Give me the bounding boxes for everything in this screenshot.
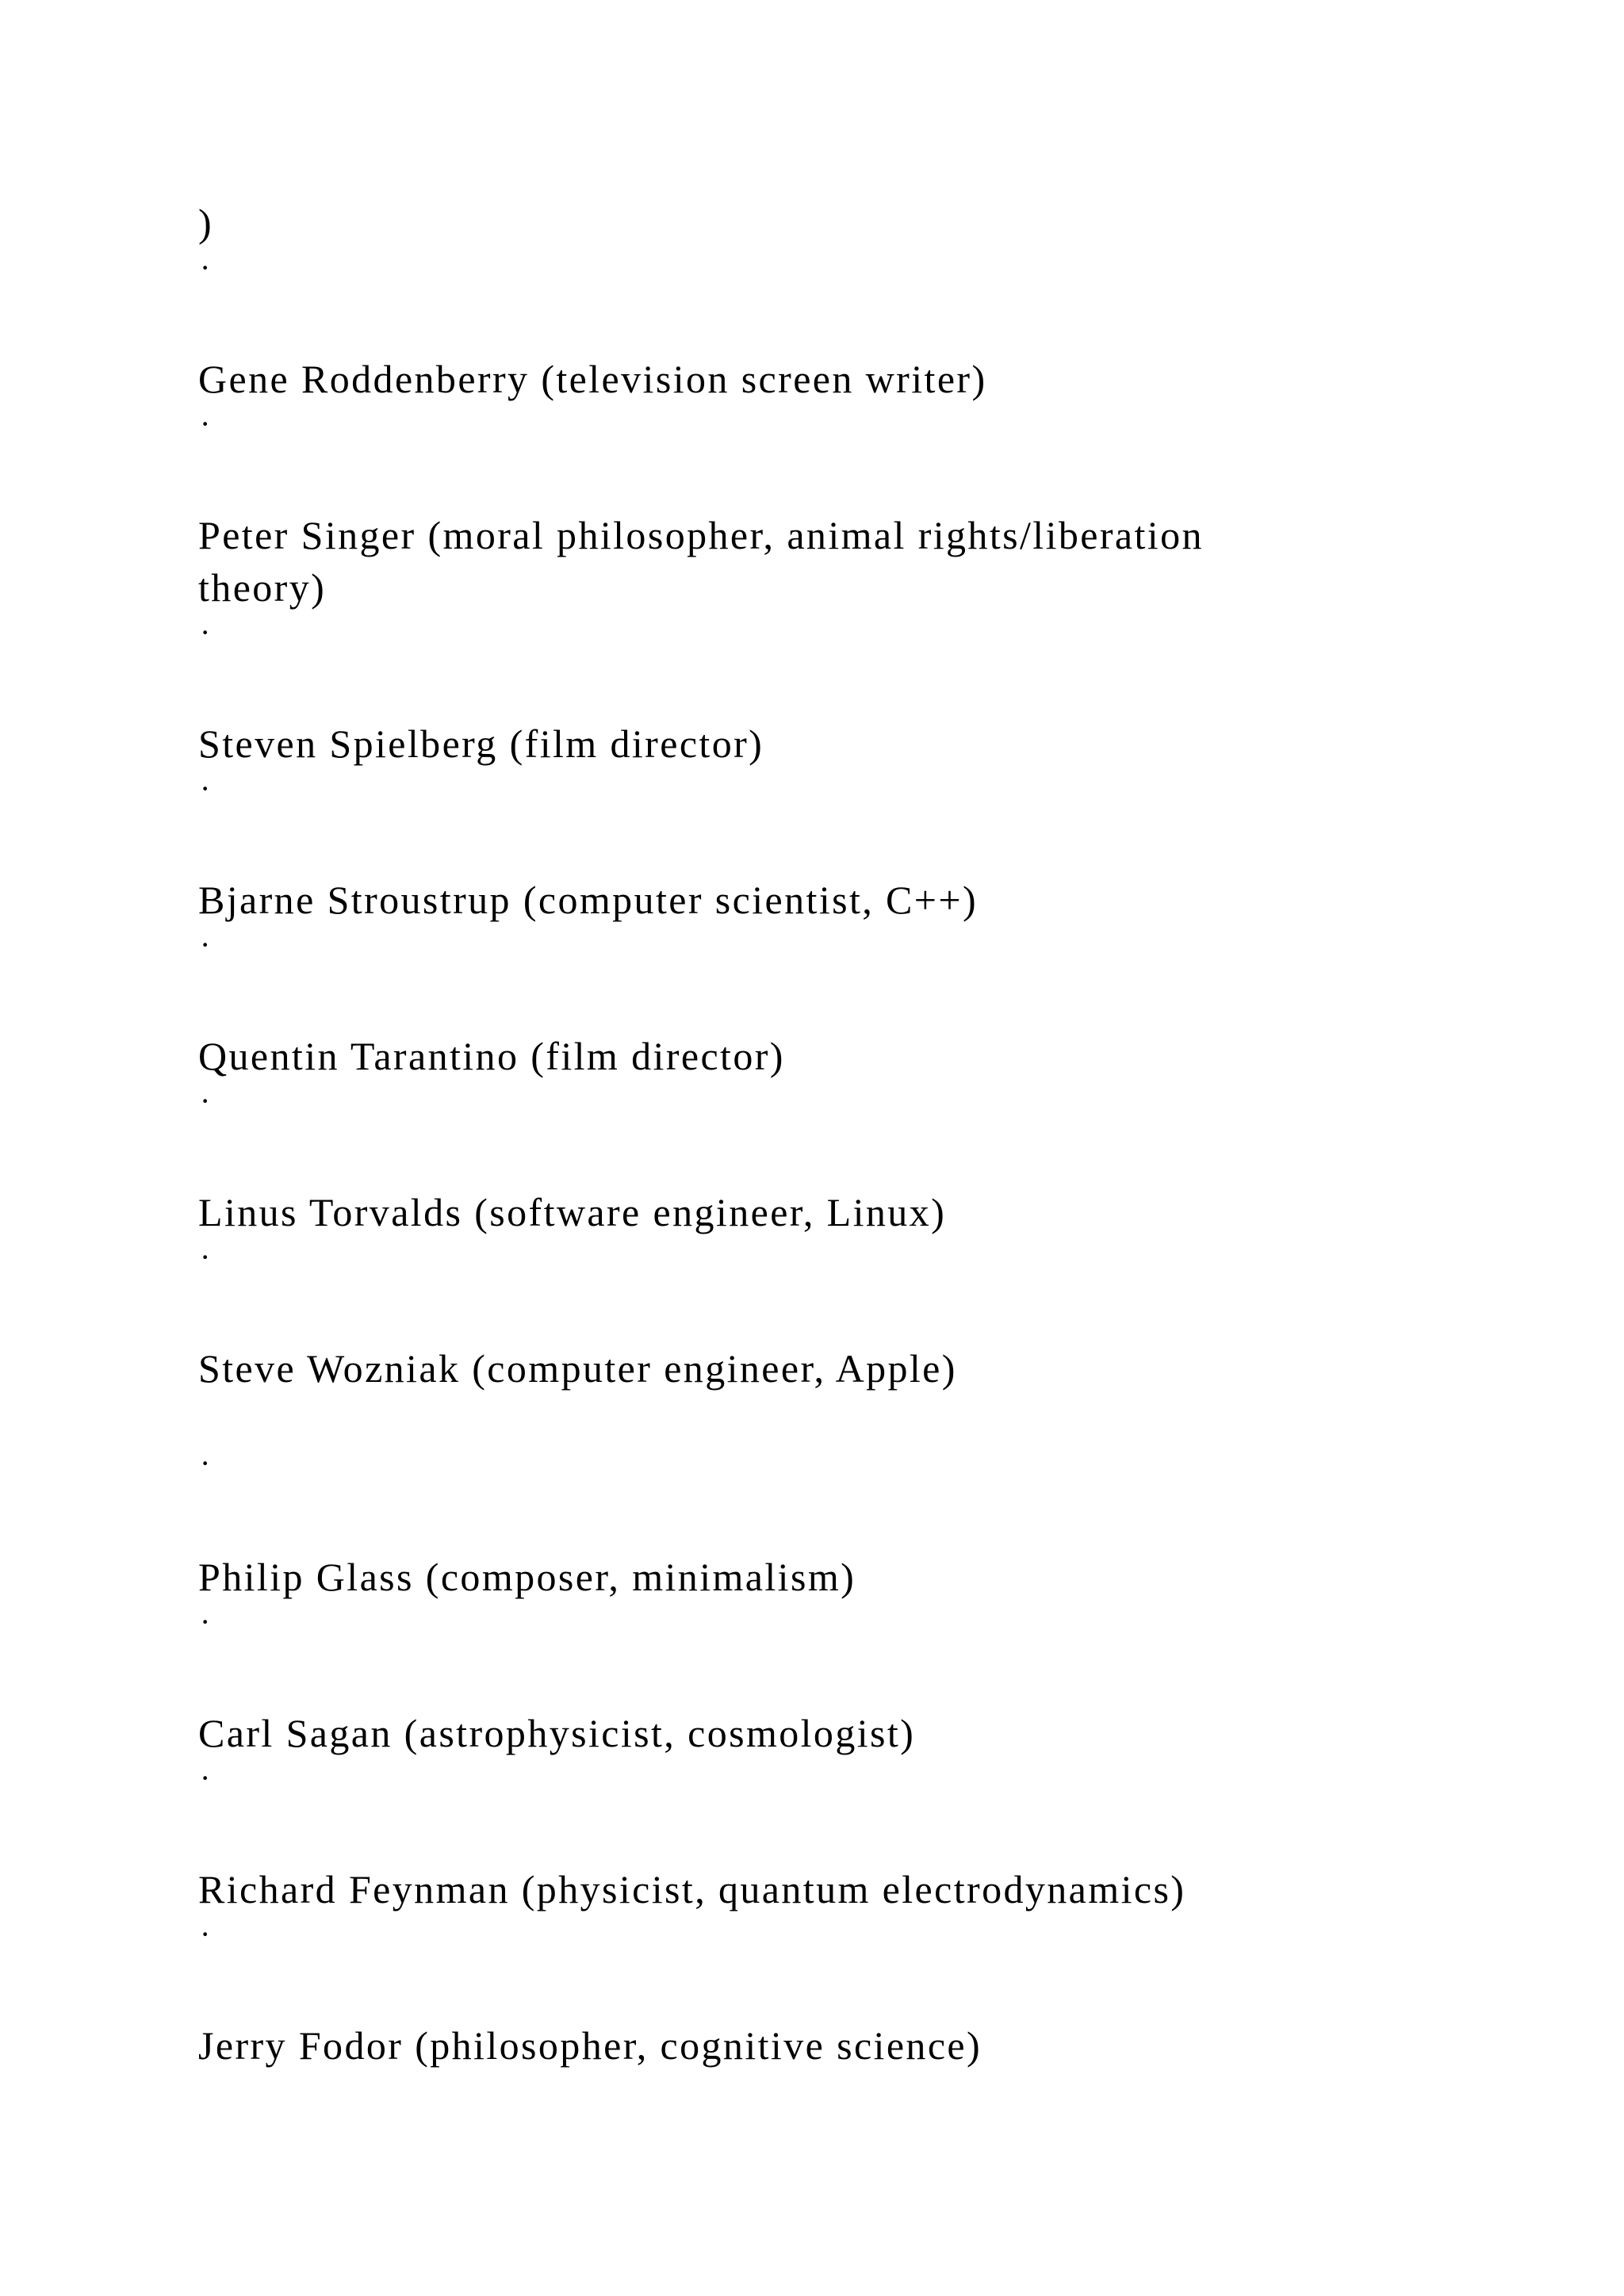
- entry-stroustrup: Bjarne Stroustrup (computer scientist, C++): [198, 878, 979, 922]
- entry-roddenberry: Gene Roddenberry (television screen writer): [198, 357, 987, 401]
- fragment-closing-paren: ): [198, 201, 214, 245]
- bullet-dot: ·: [200, 1604, 211, 1640]
- bullet-dot: ·: [200, 927, 211, 962]
- entry-torvalds: Linus Torvalds (software engineer, Linux): [198, 1190, 947, 1234]
- entry-sagan: Carl Sagan (astrophysicist, cosmologist): [198, 1711, 916, 1755]
- entry-singer-line1: Peter Singer (moral philosopher, animal rights/liberation: [198, 513, 1204, 557]
- bullet-dot: ·: [200, 771, 211, 806]
- entry-feynman: Richard Feynman (physicist, quantum electrodynamics): [198, 1867, 1186, 1911]
- entry-tarantino: Quentin Tarantino (film director): [198, 1034, 785, 1078]
- bullet-dot: ·: [200, 1083, 211, 1119]
- bullet-dot: ·: [200, 1445, 211, 1481]
- bullet-dot: ·: [200, 250, 211, 285]
- bullet-dot: ·: [200, 614, 211, 650]
- bullet-dot: ·: [200, 1239, 211, 1275]
- entry-wozniak: Steve Wozniak (computer engineer, Apple): [198, 1346, 957, 1391]
- entry-singer-line2: theory): [198, 565, 327, 610]
- entry-fodor: Jerry Fodor (philosopher, cognitive science): [198, 2023, 982, 2068]
- bullet-dot: ·: [200, 406, 211, 442]
- bullet-dot: ·: [200, 1760, 211, 1796]
- bullet-dot: ·: [200, 1916, 211, 1952]
- entry-spielberg: Steven Spielberg (film director): [198, 721, 764, 766]
- entry-glass: Philip Glass (composer, minimalism): [198, 1555, 856, 1599]
